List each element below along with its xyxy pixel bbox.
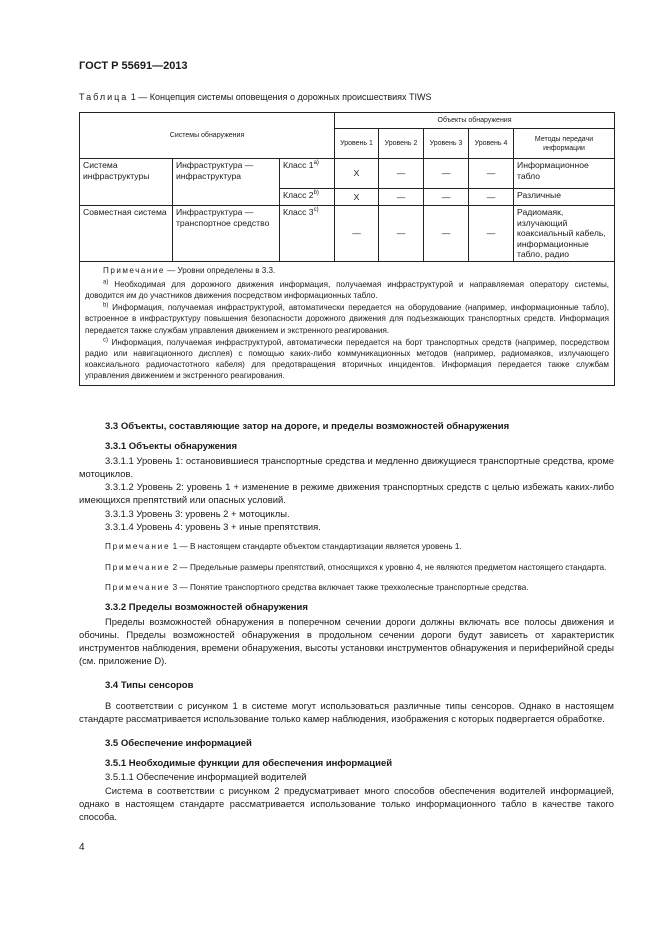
note-3: [79, 581, 614, 594]
table-note: [85, 265, 609, 276]
cell-level: —: [424, 189, 469, 206]
table-row: [80, 206, 615, 262]
footnote-mark: b): [313, 190, 319, 197]
header-systems: Системы обнаружения: [80, 113, 335, 159]
page-number: 4: [79, 842, 85, 853]
cell-level: —: [379, 159, 424, 189]
header-level-2: Уровень 2: [379, 129, 424, 159]
paragraph: 3.3.1.4 Уровень 4: уровень 3 + иные препятствия.: [105, 521, 321, 533]
cell-level: X: [335, 159, 379, 189]
paragraph: Пределы возможностей обнаружения в поперечном сечении дороги должны включать все полосы движения и обочины. Пределы возможностей обнаружения в продольном сечении дороги будут зависеть от характеристик инструментов наблюдения, времени обнаружения, высоты установки инструментов обнаружения и периферийной среды (см. приложение D).: [79, 615, 614, 667]
cell-method: Радиомаяк, излучающий коаксиальный кабель, информационные табло, радио: [514, 206, 615, 262]
header-level-4: Уровень 4: [469, 129, 514, 159]
footnote-mark: c): [103, 337, 108, 344]
paragraph: Система в соответствии с рисунком 2 предусматривает много способов обеспечения водителей информацией, однако в настоящем стандарте рассматривается использование только информационного табло в качестве такого способа.: [79, 784, 614, 823]
section-3-4-heading: 3.4 Типы сенсоров: [105, 679, 194, 691]
cell-level: —: [469, 206, 514, 262]
cell-level: —: [335, 206, 379, 262]
note-text: — Уровни определены в 3.3.: [164, 265, 276, 275]
body-text: [79, 420, 614, 823]
note-label: Примечание: [105, 542, 171, 552]
header-level-1: Уровень 1: [335, 129, 379, 159]
note-1: [79, 540, 614, 553]
footnote-c: [85, 337, 609, 382]
document-header: ГОСТ Р 55691—2013: [79, 60, 188, 72]
table-caption: [79, 92, 432, 102]
cell-class: [280, 189, 335, 206]
footnote-mark: a): [103, 279, 109, 286]
cell-system: Система инфраструктуры: [80, 159, 173, 206]
cell-method: Различные: [514, 189, 615, 206]
footnote-mark: b): [103, 302, 109, 309]
cell-method: Информационное табло: [514, 159, 615, 189]
paragraph: 3.3.1.3 Уровень 3: уровень 2 + мотоциклы.: [105, 507, 290, 519]
cell-level: —: [379, 206, 424, 262]
cell-infra: Инфраструктура — транспортное средство: [173, 206, 280, 262]
section-3-3-heading: 3.3 Объекты, составляющие затор на дороге, и пределы возможностей обнаружения: [105, 421, 510, 432]
footnote-mark: c): [313, 207, 319, 214]
header-methods: Методы передачи информации: [514, 129, 615, 159]
class-label: Класс 2: [283, 190, 314, 200]
paragraph: 3.3.1.2 Уровень 2: уровень 1 + изменение в режиме движения транспортных средств с целью избежать каких-либо имеющихся препятствий или опасных условий.: [79, 481, 614, 506]
section-3-3-1-heading: 3.3.1 Объекты обнаружения: [105, 441, 238, 453]
note-2: [79, 561, 614, 574]
footnote-mark: a): [313, 160, 319, 167]
cell-infra: Инфраструктура — инфраструктура: [173, 159, 280, 206]
table-notes: [80, 261, 615, 385]
class-label: Класс 1: [283, 160, 314, 170]
tiws-concept-table: [79, 112, 615, 386]
cell-class: [280, 206, 335, 262]
table-row: [80, 159, 615, 189]
note-label: Примечание: [105, 562, 171, 572]
footnote-text: Информация, получаемая инфраструктурой, автоматически передается на борт транспортных средств (например, посредством радио или навигационного дисплея) с помощью каких-либо коммуникационных методов (например, радиомаяков, излучающего коаксиального радиочастотного кабеля) для предотвращения вторичных инцидентов. Информация передается также службам управления движением и экстренного реагирования.: [85, 337, 610, 381]
cell-system: Совместная система: [80, 206, 173, 262]
table-caption-text: 1 — Концепция системы оповещения о дорожных происшествиях TIWS: [128, 92, 432, 102]
note-text: 3 — Понятие транспортного средства включает также трехколесные транспортные средства.: [170, 582, 529, 592]
note-label: Примечание: [105, 582, 171, 592]
paragraph: 3.5.1.1 Обеспечение информацией водителей: [105, 771, 307, 783]
cell-level: —: [469, 189, 514, 206]
cell-level: —: [469, 159, 514, 189]
footnote-text: Информация, получаемая инфраструктурой, автоматически передается на оборудование (например, информационные табло), встроенное в инфраструктуру повышения безопасности дорожного движения для подъезжающих транспортных средств. Информация передается также службам управления движением и экстренного реагирования.: [85, 303, 610, 335]
footnote-b: [85, 302, 609, 336]
cell-level: —: [424, 159, 469, 189]
paragraph: 3.3.1.1 Уровень 1: остановившиеся транспортные средства и медленно движущиеся транспортные средства, кроме мотоциклов.: [79, 454, 614, 479]
table-caption-label: Таблица: [79, 92, 129, 102]
header-objects: Объекты обнаружения: [335, 113, 615, 129]
cell-class: [280, 159, 335, 189]
footnote-a: [85, 279, 609, 301]
header-level-3: Уровень 3: [424, 129, 469, 159]
section-3-5-heading: 3.5 Обеспечение информацией: [105, 737, 252, 749]
cell-level: —: [424, 206, 469, 262]
note-label: Примечание: [103, 265, 165, 275]
cell-level: —: [379, 189, 424, 206]
section-3-3-2-heading: 3.3.2 Пределы возможностей обнаружения: [105, 602, 308, 614]
cell-level: X: [335, 189, 379, 206]
footnote-text: Необходимая для дорожного движения информация, получаемая инфраструктурой и направляемая оператору системы, доводится им до участников движения посредством информационных табло.: [85, 279, 610, 300]
section-3-5-1-heading: 3.5.1 Необходимые функции для обеспечения информацией: [105, 757, 393, 769]
paragraph: В соответствии с рисунком 1 в системе могут использоваться различные типы сенсоров. Однако в настоящем стандарте рассматривается использование только камер наблюдения, изображения с которых подвергается обработке.: [79, 700, 614, 725]
note-text: 2 — Предельные размеры препятствий, относящихся к уровню 4, не являются предметом настоящего стандарта.: [170, 562, 607, 572]
note-text: 1 — В настоящем стандарте объектом стандартизации является уровень 1.: [170, 542, 462, 552]
class-label: Класс 3: [283, 207, 314, 217]
